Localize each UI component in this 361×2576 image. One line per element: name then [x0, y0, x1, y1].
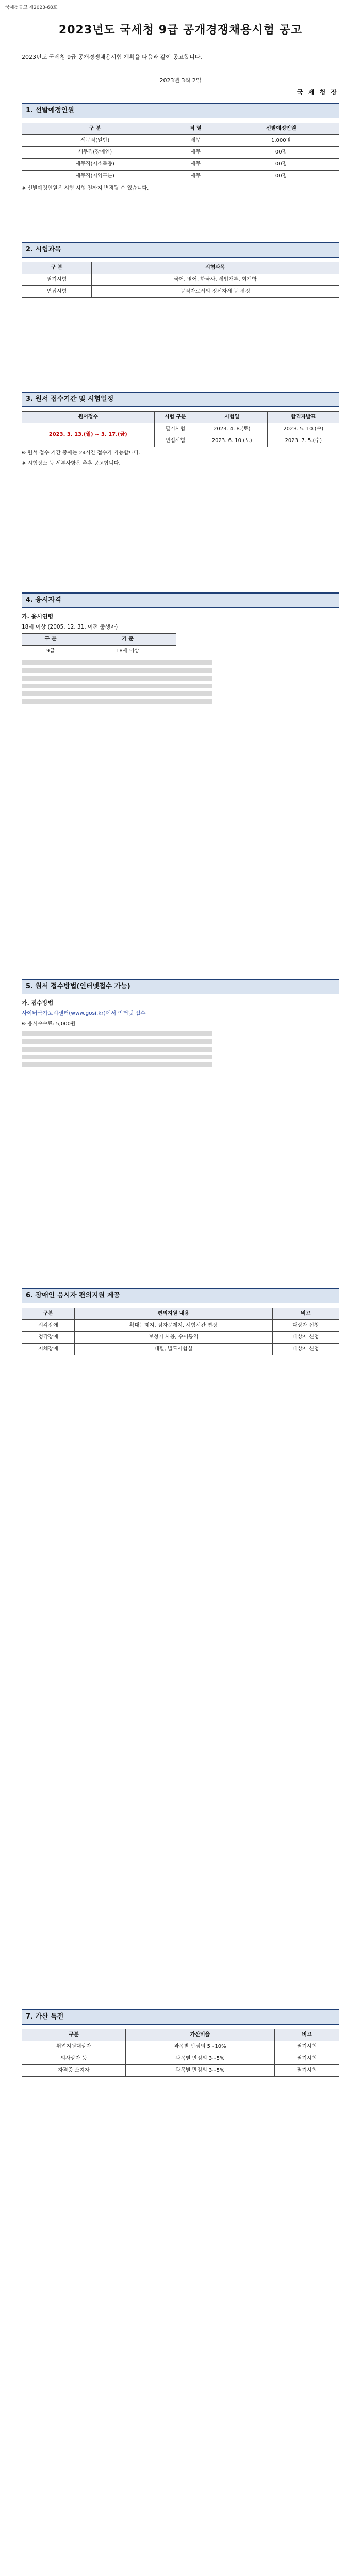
schedule-note: ※ 원서 접수 기간 중에는 24시간 접수가 가능합니다.	[22, 450, 141, 456]
paragraph: 사이버국가고시센터(www.gosi.kr)에서 인터넷 접수	[22, 1010, 146, 1017]
table-row: 청각장애 보청기 사용, 수어통역 대상자 신청	[22, 1331, 339, 1343]
table-row: 의사상자 등 과목별 만점의 3~5% 필기시험	[22, 2053, 339, 2064]
schedule-note: ※ 시험장소 등 세부사항은 추후 공고합니다.	[22, 460, 121, 466]
paragraph: 18세 이상 (2005. 12. 31. 이전 출생자)	[22, 624, 118, 631]
subheading: 가. 응시연령	[22, 613, 54, 620]
table-row: 세무직(저소득층) 세무 00명	[22, 158, 339, 170]
table-row: 지체장애 대필, 별도시험실 대상자 신청	[22, 1343, 339, 1355]
section-heading: 1. 선발예정인원	[22, 103, 339, 118]
notice-number: 국세청공고 제2023-68호	[5, 5, 58, 10]
age-table: 구 분 기 준 9급 18세 이상	[22, 633, 176, 657]
table-row: 세무직(장애인) 세무 00명	[22, 146, 339, 158]
table-header: 선발예정인원	[223, 123, 339, 134]
title-box	[20, 18, 341, 43]
disability-table: 구분 편의지원 내용 비고 시각장애 확대문제지, 점자문제지, 시험시간 연장 대상자 신청 청각장애 보청기 사용, 수어통역 대상자 신청 지체장애 대필, 별도시험실 대상자 신청	[22, 1308, 339, 1355]
table-row: 필기시험 국어, 영어, 한국사, 세법개론, 회계학	[22, 274, 339, 285]
fee-note: ※ 응시수수료: 5,000원	[22, 1021, 76, 1027]
section-subjects	[22, 242, 339, 298]
table-row: 취업지원대상자 과목별 만점의 5~10% 필기시험	[22, 2041, 339, 2053]
section-heading: 6. 장애인 응시자 편의지원 제공	[22, 1288, 339, 1303]
table-row: 면접시험 2023. 6. 10.(토) 2023. 7. 5.(수)	[22, 435, 339, 447]
table-row: 2023. 3. 13.(월) ~ 3. 17.(금) 필기시험 2023. 4. 8.(토) 2023. 5. 10.(수)	[22, 423, 339, 435]
schedule-table: 원서접수 시험 구분 시험일 합격자발표 2023. 3. 13.(월) ~ 3. 17.(금) 필기시험 2023. 4. 8.(토) 2023. 5. 10.(수) 면접시험 2023. 6. 10.(토) 2023. 7. 5.(수)	[22, 411, 339, 447]
section-selection	[22, 103, 339, 193]
notice-date: 2023년 3월 2일	[159, 77, 202, 84]
selection-table	[22, 123, 339, 182]
table-row: 세무직(일반) 세무 1,000명	[22, 134, 339, 146]
section-heading: 3. 원서 접수기간 및 시험일정	[22, 392, 339, 407]
section-apply	[22, 979, 339, 1070]
section-schedule	[22, 392, 339, 468]
issuer: 국 세 청 장	[297, 89, 338, 96]
section-heading: 2. 시험과목	[22, 242, 339, 258]
table-header: 구 분	[22, 123, 168, 134]
table-row: 면접시험 공직자로서의 정신자세 등 평정	[22, 285, 339, 297]
section-qualification	[22, 592, 339, 707]
subject-table: 구 분 시험과목 필기시험 국어, 영어, 한국사, 세법개론, 회계학 면접시험 공직자로서의 정신자세 등 평정	[22, 262, 339, 298]
section-heading: 7. 가산 특전	[22, 2009, 339, 2025]
subheading: 가. 접수방법	[22, 999, 54, 1006]
section-disability	[22, 1288, 339, 1355]
section-bonus	[22, 2009, 339, 2077]
page-title: 2023년도 국세청 9급 공개경쟁채용시험 공고	[58, 24, 303, 37]
table-row: 9급 18세 이상	[22, 646, 176, 657]
table-row: 자격증 소지자 과목별 만점의 3~5% 필기시험	[22, 2064, 339, 2076]
intro-text: 2023년도 국세청 9급 공개경쟁채용시험 계획을 다음과 같이 공고합니다.	[22, 54, 202, 60]
table-row: 시각장애 확대문제지, 점자문제지, 시험시간 연장 대상자 신청	[22, 1319, 339, 1331]
table-header: 직 렬	[168, 123, 223, 134]
selection-note: ※ 선발예정인원은 시험 시행 전까지 변경될 수 있습니다.	[22, 185, 149, 191]
table-row: 세무직(지역구분) 세무 00명	[22, 170, 339, 182]
section-heading: 5. 원서 접수방법(인터넷접수 가능)	[22, 979, 339, 994]
bonus-table: 구분 가산비율 비고 취업지원대상자 과목별 만점의 5~10% 필기시험 의사상자 등 과목별 만점의 3~5% 필기시험 자격증 소지자 과목별 만점의 3~5% 필기시험	[22, 2029, 339, 2077]
section-heading: 4. 응시자격	[22, 592, 339, 608]
